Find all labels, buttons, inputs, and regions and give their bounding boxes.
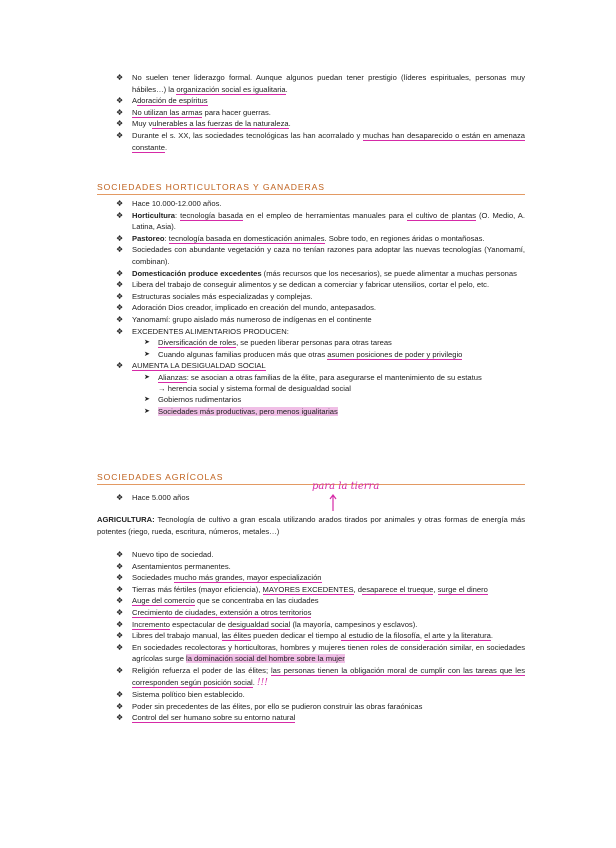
- diamond-bullet-icon: ❖: [116, 291, 124, 301]
- diamond-bullet-icon: ❖: [116, 561, 124, 571]
- sub-list-item: ➤ Sociedades más productivas, pero menos igualitarias: [144, 406, 338, 416]
- list-item: ❖ Adoración Dios creador, implicado en creación del mundo, antepasados.: [116, 303, 376, 313]
- diamond-bullet-icon: ❖: [116, 119, 124, 129]
- list-item: ❖ No suelen tener liderazgo formal. Aunque algunos puedan tener prestigio (líderes espirituales, personas muy hábiles…) la organización social es igualitaria.: [116, 73, 525, 94]
- diamond-bullet-icon: ❖: [116, 701, 124, 711]
- diamond-bullet-icon: ❖: [116, 245, 124, 255]
- list-item: ❖ Sociedades mucho más grandes, mayor especialización: [116, 573, 322, 583]
- diamond-bullet-icon: ❖: [116, 642, 124, 652]
- diamond-bullet-icon: ❖: [116, 619, 124, 629]
- list-item: ❖ Religión refuerza el poder de las élites; las personas tienen la obligación moral de cumplir con las tareas que les corresponden según posición social. !!!: [116, 665, 526, 688]
- sub-list-item: ➤ Cuando algunas familias producen más que otras asumen posiciones de poder y privilegio: [144, 349, 463, 359]
- handwritten-arrow-icon: [329, 493, 337, 513]
- diamond-bullet-icon: ❖: [116, 665, 124, 675]
- arrow-bullet-icon: ➤: [144, 372, 150, 381]
- list-item: ❖ Hace 10.000-12.000 años.: [116, 199, 222, 208]
- list-item: ❖ AUMENTA LA DESIGUALDAD SOCIAL ➤ Alianzas: se asocian a otras familias de la élite, para asegurarse el mantenimiento de su estatus → herencia social y sistema formal de desigualdad social ➤ Gobiernos rudimentarios ➤ Sociedades más productivas, pero menos igualitarias: [116, 360, 525, 417]
- list-item: ❖ Yanomamí: grupo aislado más numeroso de indígenas en el continente: [116, 314, 372, 324]
- diamond-bullet-icon: ❖: [116, 360, 124, 370]
- list-item: ❖ Sociedades con abundante vegetación y caza no tenían razones para adoptar las nuevas tecnologías (Yanomamí, combinan).: [116, 245, 525, 266]
- list-item: ❖ No utilizan las armas para hacer guerras.: [116, 107, 271, 117]
- handwritten-exclamation-mark: !!!: [256, 677, 268, 688]
- arrow-bullet-icon: ➤: [144, 395, 150, 404]
- list-item: ❖ Durante el s. XX, las sociedades tecnológicas las han acorralado y muchas han desaparecido o están en amenaza constante.: [116, 130, 525, 152]
- top-bullet-list: [116, 72, 525, 153]
- list-item: ❖ Crecimiento de ciudades, extensión a otros territorios: [116, 607, 312, 617]
- diamond-bullet-icon: ❖: [116, 210, 124, 220]
- arrow-bullet-icon: ➤: [144, 338, 150, 347]
- diamond-bullet-icon: ❖: [116, 631, 124, 641]
- list-item: ❖ Libres del trabajo manual, las élites pueden dedicar el tiempo al estudio de la filosofía, el arte y la literatura.: [116, 631, 493, 641]
- sub-list-item: ➤ Diversificación de roles, se pueden liberar personas para otras tareas: [144, 338, 392, 348]
- sub-list-item: ➤ Alianzas: se asocian a otras familias de la élite, para asegurarse el mantenimiento de su estatus → herencia social y sistema formal de desigualdad social: [144, 372, 482, 393]
- sub-list: [132, 337, 525, 360]
- diamond-bullet-icon: ❖: [116, 690, 124, 700]
- diamond-bullet-icon: ❖: [116, 326, 124, 336]
- section-heading-horticultoras: SOCIEDADES HORTICULTORAS Y GANADERAS: [97, 182, 525, 195]
- diamond-bullet-icon: ❖: [116, 96, 124, 106]
- list-item: ❖ Nuevo tipo de sociedad.: [116, 550, 214, 559]
- arrow-bullet-icon: ➤: [144, 349, 150, 358]
- list-item: ❖ Libera del trabajo de conseguir alimentos y se dedican a comerciar y fabricar utensilios, cortar el pelo, etc.: [116, 280, 490, 290]
- agriculture-definition: AGRICULTURA: Tecnología de cultivo a gran escala utilizando arados tirados por animales y otras formas de energía más potentes (riego, rueda, escritura, números, metales…): [97, 515, 525, 536]
- diamond-bullet-icon: ❖: [116, 713, 124, 723]
- diamond-bullet-icon: ❖: [116, 130, 124, 140]
- sub-list: [132, 372, 525, 418]
- diamond-bullet-icon: ❖: [116, 493, 124, 502]
- diamond-bullet-icon: ❖: [116, 596, 124, 606]
- list-item: ❖ Adoración de espíritus: [116, 96, 208, 106]
- diamond-bullet-icon: ❖: [116, 233, 124, 243]
- diamond-bullet-icon: ❖: [116, 73, 124, 82]
- list-item: ❖ Tierras más fértiles (mayor eficiencia), MAYORES EXCEDENTES, desaparece el trueque, surge el dinero: [116, 584, 488, 594]
- diamond-bullet-icon: ❖: [116, 303, 124, 313]
- horti-bullet-list: [116, 198, 525, 417]
- list-item: ❖ EXCEDENTES ALIMENTARIOS PRODUCEN: ➤ Diversificación de roles, se pueden liberar personas para otras tareas ➤ Cuando algunas familias producen más que otras asumen posiciones de poder y privilegio: [116, 326, 525, 360]
- diamond-bullet-icon: ❖: [116, 280, 124, 290]
- diamond-bullet-icon: ❖: [116, 550, 124, 559]
- agri-intro-list: [116, 492, 525, 504]
- sub-list-item: ➤ Gobiernos rudimentarios: [144, 395, 242, 405]
- diamond-bullet-icon: ❖: [116, 314, 124, 324]
- list-item: ❖ Poder sin precedentes de las élites, por ello se pudieron construir las obras faraónicas: [116, 701, 423, 711]
- diamond-bullet-icon: ❖: [116, 268, 124, 278]
- diamond-bullet-icon: ❖: [116, 107, 124, 117]
- list-item: ❖ Estructuras sociales más especializadas y complejas.: [116, 291, 313, 301]
- diamond-bullet-icon: ❖: [116, 584, 124, 594]
- arrow-bullet-icon: ➤: [144, 406, 150, 415]
- diamond-bullet-icon: ❖: [116, 607, 124, 617]
- list-item: ❖ Auge del comercio que se concentraba en las ciudades: [116, 596, 319, 606]
- diamond-bullet-icon: ❖: [116, 199, 124, 208]
- list-item: ❖ Incremento espectacular de desigualdad social (la mayoría, campesinos y esclavos).: [116, 619, 418, 629]
- list-item: ❖ Muy vulnerables a las fuerzas de la naturaleza.: [116, 119, 291, 129]
- list-item: ❖ Horticultura: tecnología basada en el empleo de herramientas manuales para el cultivo de plantas (O. Medio, A. Latina, Asia).: [116, 210, 525, 232]
- list-item: ❖ Control del ser humano sobre su entorno natural: [116, 713, 296, 723]
- list-item: ❖ Pastoreo: tecnología basada en domesticación animales. Sobre todo, en regiones áridas o montañosas.: [116, 233, 485, 243]
- section-heading-agricolas: SOCIEDADES AGRÍCOLAS: [97, 472, 525, 485]
- handwritten-note: para la tierra: [312, 481, 380, 492]
- list-item: ❖ Hace 5.000 años: [116, 493, 190, 502]
- list-item: ❖ Domesticación produce excedentes (más recursos que los necesarios), se puede alimentar a muchas personas: [116, 268, 517, 278]
- list-item: ❖ En sociedades recolectoras y horticultoras, hombres y mujeres tienen roles de consideración similar, en sociedades agrícolas surge la dominación social del hombre sobre la mujer: [116, 642, 525, 664]
- agri-bullet-list: [116, 549, 525, 724]
- list-item: ❖ Sistema político bien establecido.: [116, 690, 245, 700]
- diamond-bullet-icon: ❖: [116, 573, 124, 583]
- list-item: ❖ Asentamientos permanentes.: [116, 561, 231, 571]
